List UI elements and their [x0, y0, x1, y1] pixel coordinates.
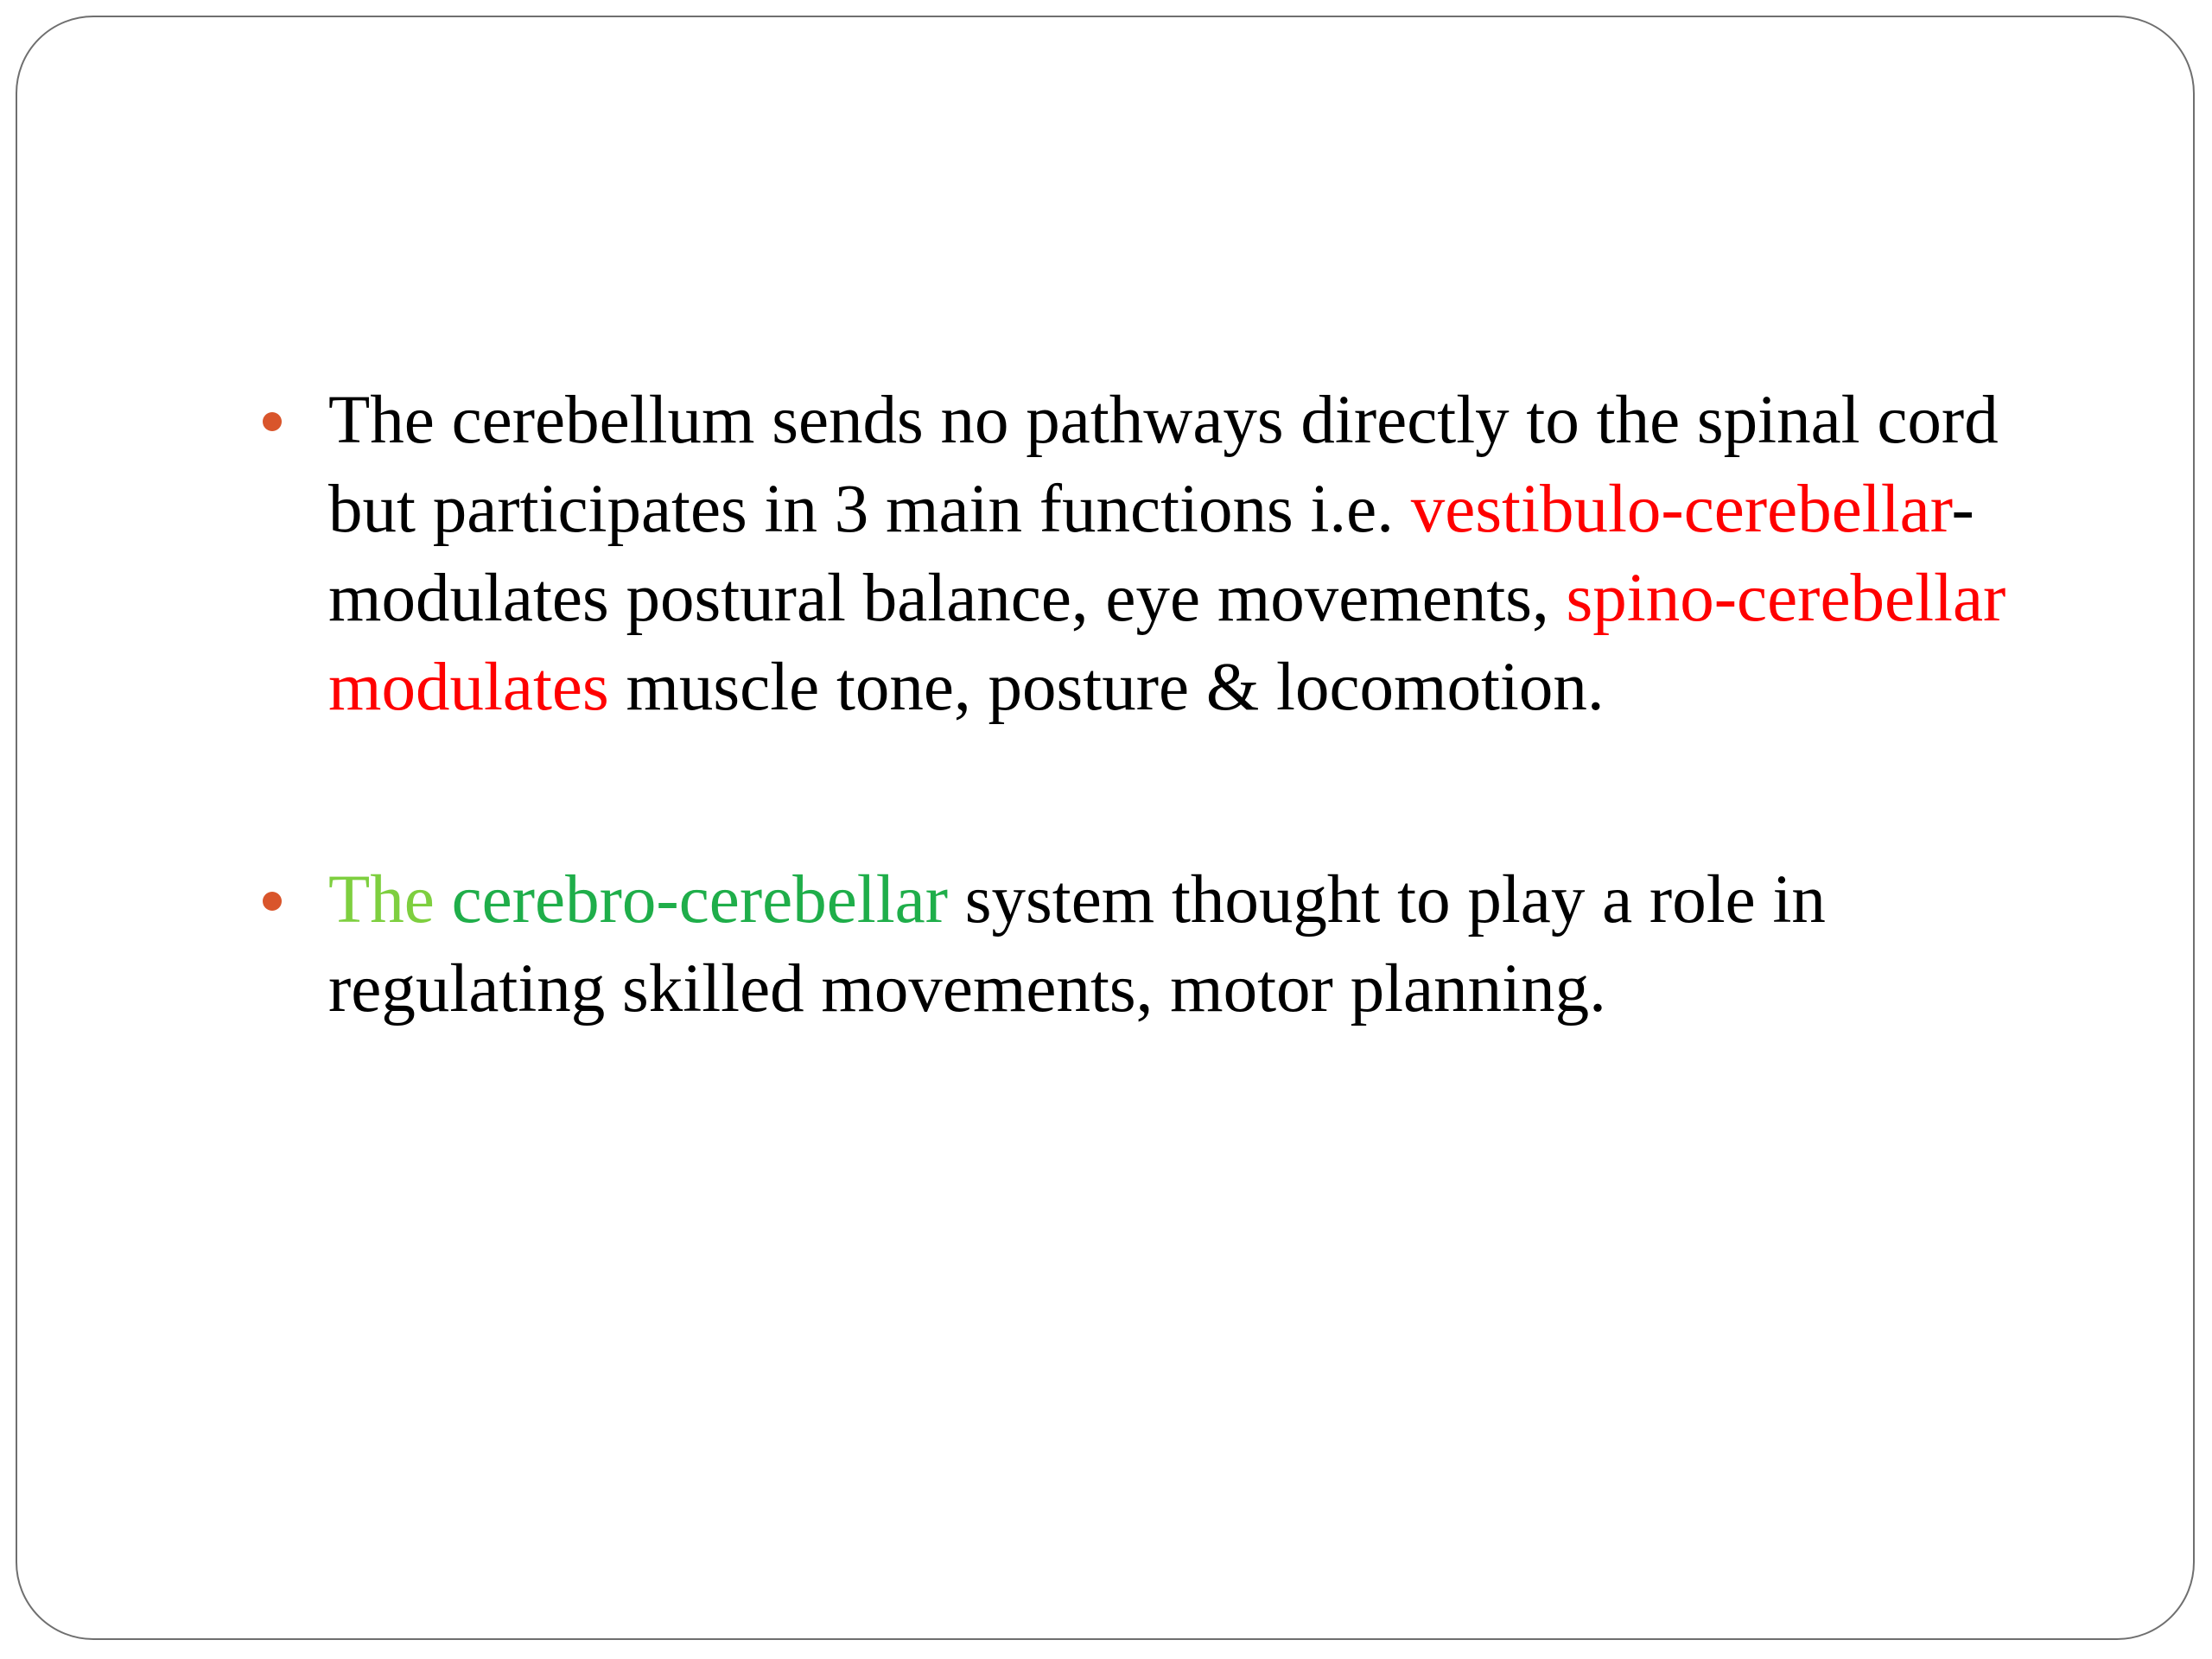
bullet-2-space	[435, 862, 452, 938]
bullet-1-text-c: muscle tone, posture & locomotion.	[608, 650, 1605, 725]
bullet-dot-icon	[263, 412, 282, 431]
bullet-1-highlight-vestibulo: vestibulo-cerebellar	[1410, 472, 1952, 547]
bullet-list	[251, 376, 2022, 1033]
bullet-2-highlight-cerebro: cerebro-cerebellar	[451, 862, 949, 938]
bullet-1-text-b: - modulates postural balance, eye movements,	[328, 472, 1974, 636]
slide-frame	[16, 16, 2195, 1640]
bullet-item-2	[251, 855, 2022, 1033]
bullet-2-text: system thought to play a role in regulating skilled movements, motor planning.	[328, 862, 1826, 1027]
bullet-1-text-a: The cerebellum sends no pathways directly to the spinal cord but participates in 3 main functions i.e.	[328, 383, 1999, 547]
bullet-2-highlight-the: The	[328, 862, 435, 938]
bullet-dot-icon	[263, 892, 282, 911]
bullet-item-1	[251, 376, 2022, 732]
bullet-1-highlight-spino: spino-cerebellar modulates	[328, 561, 2006, 725]
